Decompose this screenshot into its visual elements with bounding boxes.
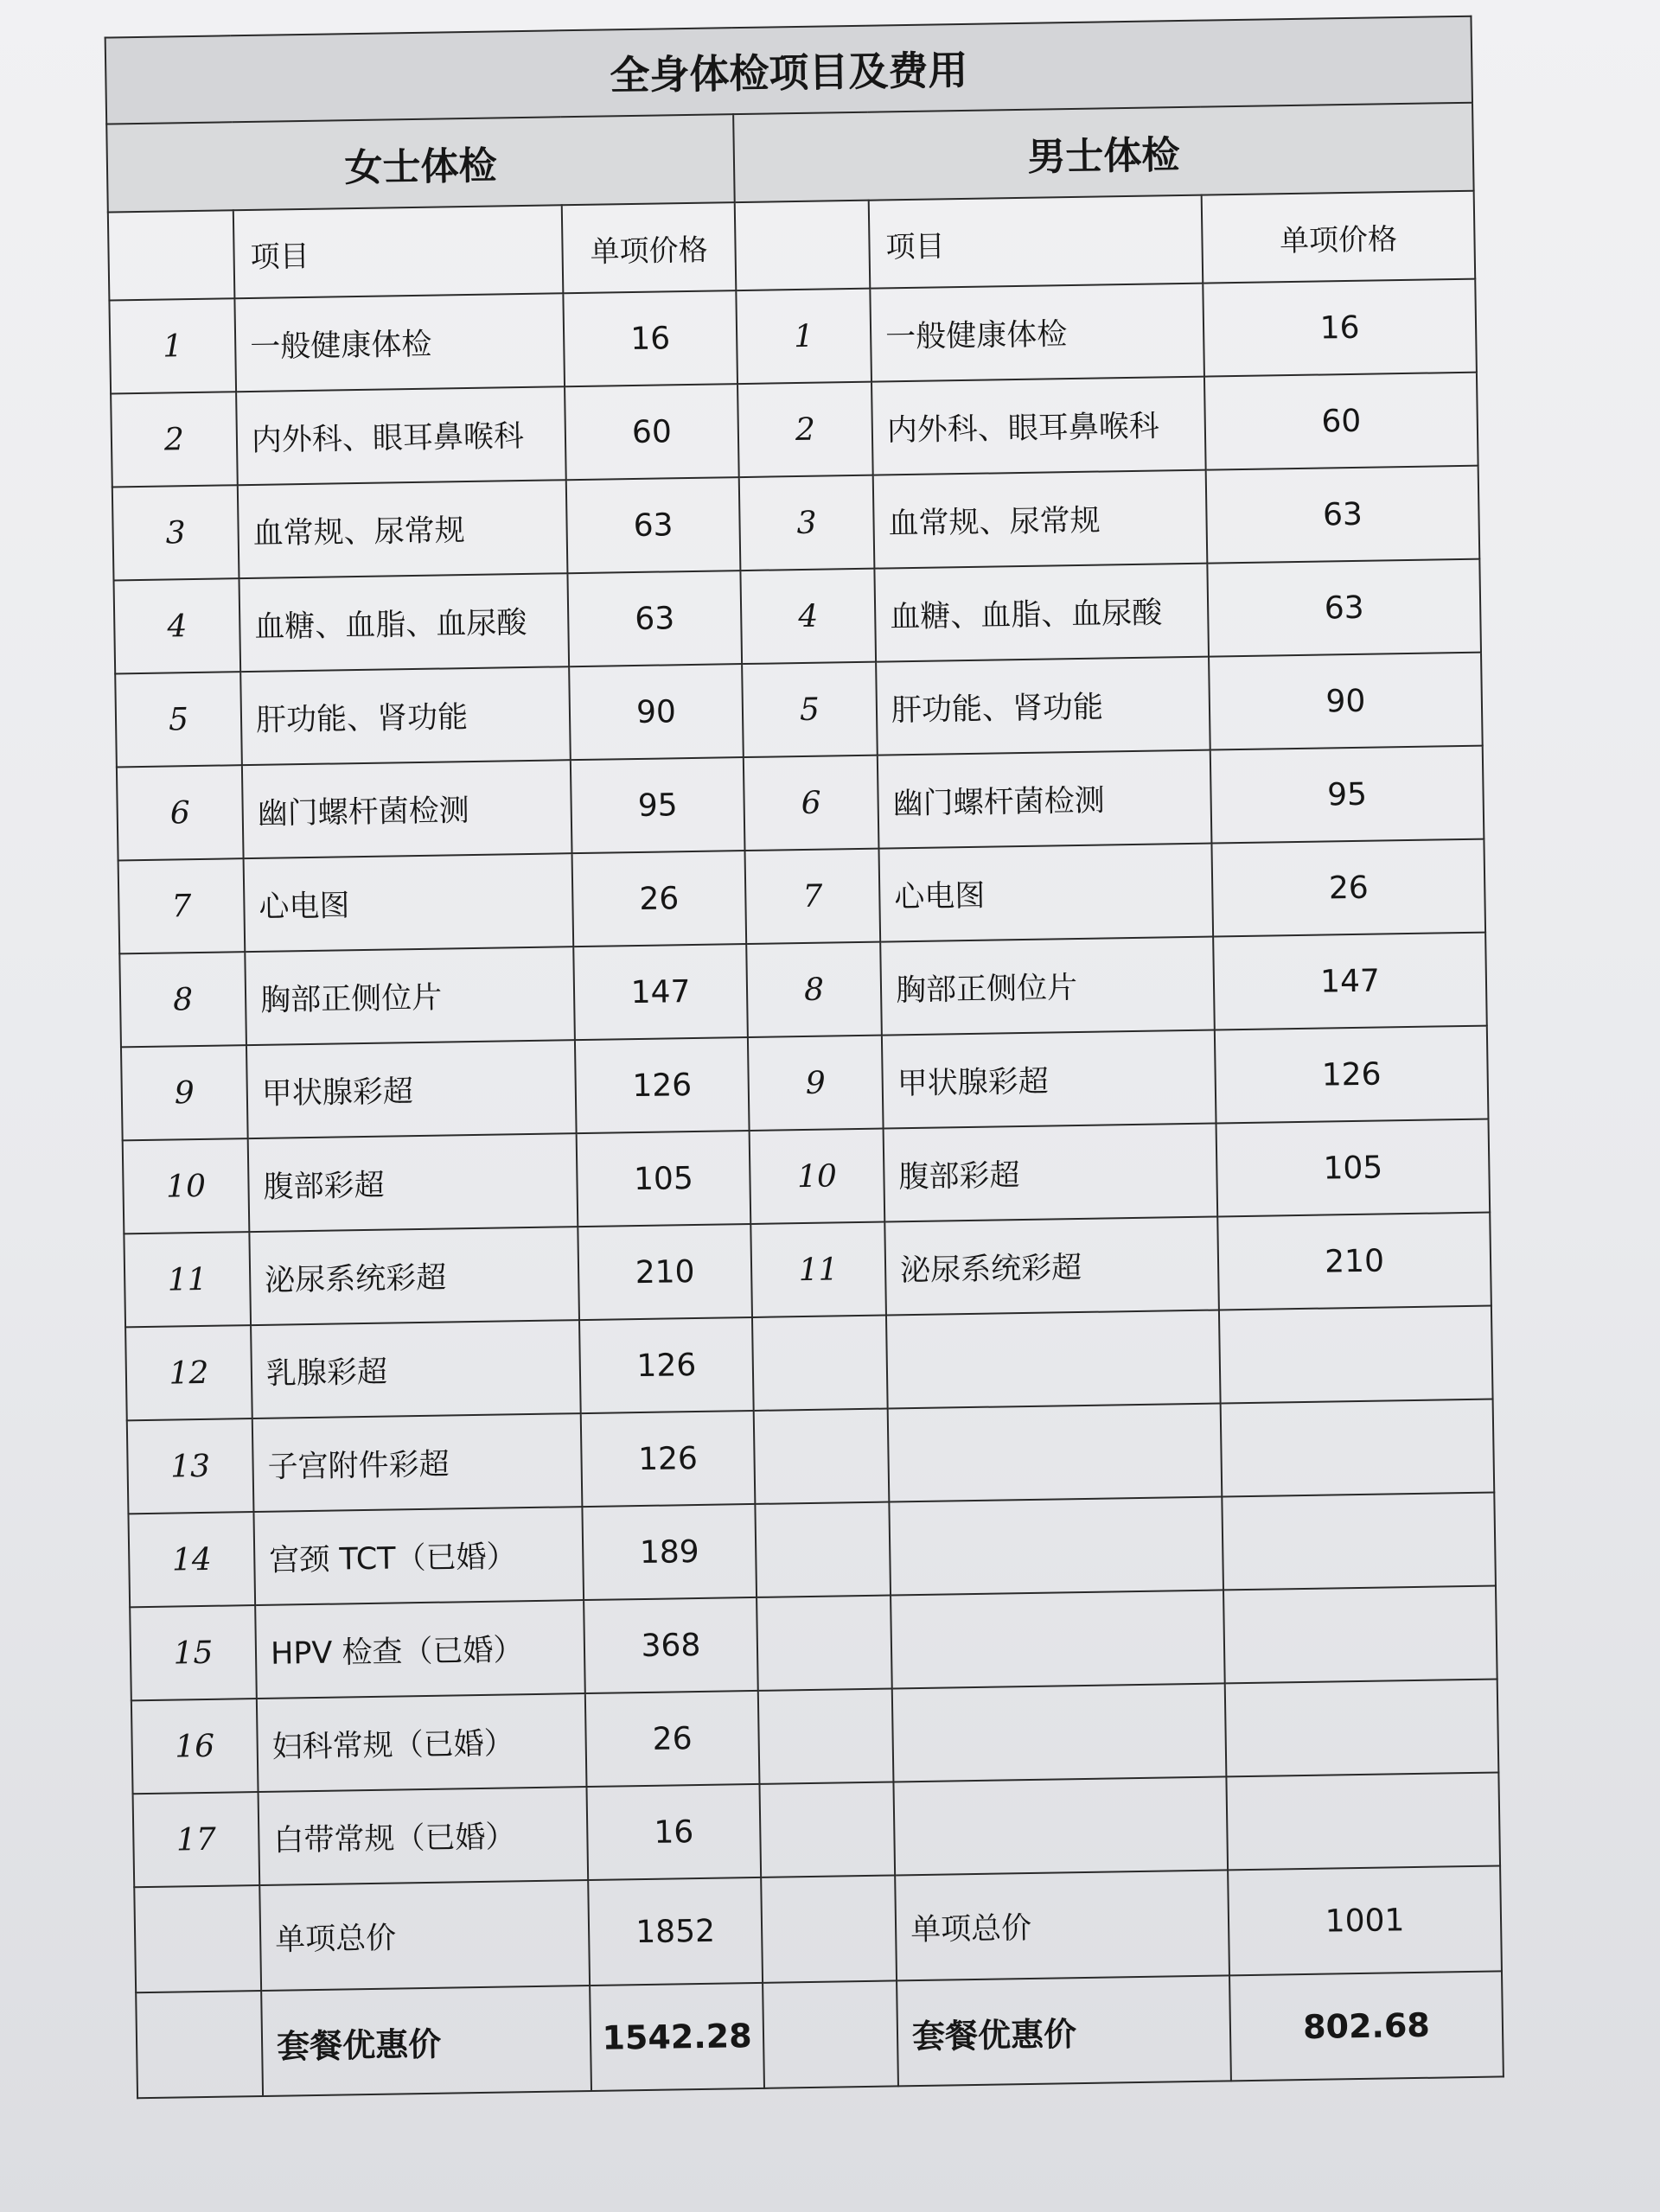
- men-row-number: [755, 1502, 891, 1597]
- women-row-price: 105: [577, 1131, 751, 1227]
- men-row-number: 2: [737, 382, 873, 477]
- men-row-item: 胸部正侧位片: [880, 937, 1215, 1036]
- men-total-label: 单项总价: [895, 1870, 1229, 1980]
- price-sheet: [105, 16, 1504, 2181]
- men-row-price: 26: [1211, 839, 1485, 937]
- men-row-price: 90: [1209, 653, 1483, 750]
- men-row-number: 9: [748, 1036, 884, 1131]
- women-row-price: 210: [578, 1224, 752, 1320]
- women-row-price: 368: [584, 1597, 758, 1693]
- women-total-value: 1852: [588, 1877, 763, 1986]
- men-row-number: 3: [739, 475, 875, 571]
- men-row-number: 4: [740, 569, 876, 664]
- women-row-number: 10: [123, 1138, 250, 1233]
- women-row-price: 189: [582, 1504, 757, 1600]
- men-row-price: [1225, 1679, 1499, 1776]
- women-item-header: 项目: [233, 205, 564, 298]
- men-price-header: 单项价格: [1202, 191, 1476, 284]
- women-row-item: 宫颈 TCT（已婚）: [253, 1507, 584, 1605]
- men-row-number: [757, 1595, 892, 1690]
- men-row-item: 腹部彩超: [884, 1124, 1218, 1222]
- women-row-item: 白带常规（已婚）: [259, 1787, 589, 1885]
- men-row-price: [1221, 1399, 1495, 1497]
- women-row-number: 17: [133, 1792, 260, 1887]
- men-row-item: 甲状腺彩超: [882, 1030, 1216, 1129]
- men-row-price: 147: [1213, 933, 1487, 1030]
- men-package-price-label: 套餐优惠价: [897, 1975, 1231, 2086]
- men-row-item: 心电图: [878, 844, 1213, 942]
- women-row-number: 14: [128, 1512, 255, 1607]
- women-row-item: 腹部彩超: [248, 1133, 578, 1232]
- women-package-price-label: 套餐优惠价: [261, 1986, 591, 2096]
- women-row-price: 63: [566, 477, 741, 573]
- men-row-number: [758, 1688, 894, 1783]
- women-row-item: 子宫附件彩超: [252, 1413, 583, 1512]
- women-row-price: 126: [575, 1037, 750, 1133]
- men-total-value: 1001: [1228, 1865, 1502, 1975]
- men-row-price: 16: [1203, 279, 1477, 377]
- men-section-heading: 男士体检: [733, 103, 1474, 202]
- women-total-label: 单项总价: [259, 1880, 590, 1991]
- women-row-item: 内外科、眼耳鼻喉科: [236, 386, 566, 485]
- men-row-number: 5: [742, 662, 878, 757]
- women-total-spacer: [134, 1885, 261, 1992]
- men-row-number: [752, 1316, 888, 1411]
- men-row-item: 幽门螺杆菌检测: [878, 750, 1212, 849]
- men-package-price-value: 802.68: [1229, 1971, 1504, 2081]
- men-item-header: 项目: [869, 195, 1204, 289]
- women-row-item: 妇科常规（已婚）: [257, 1693, 587, 1792]
- women-row-price: 60: [565, 384, 739, 480]
- men-row-price: 95: [1210, 746, 1484, 844]
- men-row-price: [1222, 1493, 1496, 1590]
- women-row-price: 26: [585, 1691, 760, 1787]
- women-row-item: 甲状腺彩超: [246, 1040, 577, 1138]
- men-total-spacer: [761, 1875, 897, 1982]
- women-row-item: 泌尿系统彩超: [249, 1227, 579, 1325]
- women-row-number: 13: [127, 1418, 254, 1514]
- women-row-price: 126: [579, 1317, 754, 1413]
- men-row-price: 63: [1207, 559, 1481, 657]
- women-price-header: 单项价格: [562, 202, 737, 293]
- men-row-item: 血糖、血脂、血尿酸: [874, 564, 1209, 662]
- men-row-item: 一般健康体检: [870, 284, 1204, 382]
- men-row-item: [886, 1310, 1221, 1408]
- men-row-price: 63: [1206, 466, 1480, 564]
- women-row-price: 26: [572, 851, 747, 947]
- women-row-item: 乳腺彩超: [251, 1320, 581, 1418]
- men-row-number: [759, 1782, 895, 1877]
- women-row-number: 6: [117, 765, 244, 860]
- men-row-item: 内外科、眼耳鼻喉科: [872, 377, 1206, 475]
- men-row-item: 泌尿系统彩超: [884, 1217, 1219, 1316]
- women-row-number: 15: [130, 1605, 257, 1700]
- package-price-row: [136, 1971, 1504, 2098]
- women-row-item: HPV 检查（已婚）: [255, 1600, 585, 1699]
- women-row-price: 90: [569, 664, 744, 760]
- women-package-price-value: 1542.28: [590, 1983, 764, 2091]
- men-row-number: 6: [744, 755, 879, 851]
- men-row-item: 肝功能、肾功能: [876, 657, 1210, 755]
- men-row-price: 105: [1216, 1119, 1491, 1217]
- women-row-number: 4: [114, 578, 241, 673]
- men-row-price: 210: [1217, 1213, 1491, 1310]
- men-row-price: [1219, 1306, 1493, 1404]
- men-row-number: 1: [736, 289, 872, 384]
- women-section-heading: 女士体检: [106, 114, 735, 212]
- women-row-price: 147: [573, 944, 748, 1040]
- men-row-number: 10: [750, 1129, 885, 1224]
- women-row-number: 12: [125, 1325, 252, 1420]
- men-row-item: [891, 1590, 1225, 1688]
- women-row-item: 血糖、血脂、血尿酸: [239, 573, 569, 672]
- women-number-header: [108, 210, 235, 300]
- men-row-item: 血常规、尿常规: [873, 470, 1208, 569]
- men-row-number: 7: [744, 849, 880, 944]
- women-row-number: 5: [115, 672, 242, 767]
- men-row-number: [754, 1409, 890, 1504]
- women-row-item: 血常规、尿常规: [238, 480, 568, 578]
- men-row-item: [892, 1683, 1227, 1782]
- women-row-price: 126: [581, 1411, 756, 1507]
- women-row-number: 1: [109, 298, 236, 393]
- women-row-number: 8: [119, 952, 246, 1047]
- women-row-number: 11: [124, 1232, 251, 1327]
- men-row-price: 60: [1204, 373, 1478, 470]
- women-row-item: 一般健康体检: [234, 293, 565, 392]
- price-table: [105, 16, 1504, 2100]
- women-row-number: 9: [121, 1045, 248, 1140]
- table-title: 全身体检项目及费用: [105, 16, 1472, 124]
- women-row-price: 16: [563, 290, 737, 386]
- men-deal-spacer: [763, 1980, 898, 2088]
- women-row-number: 16: [131, 1699, 259, 1794]
- men-row-item: [889, 1496, 1223, 1595]
- men-row-item: [893, 1776, 1228, 1875]
- women-row-item: 肝功能、肾功能: [240, 666, 571, 765]
- women-row-number: 7: [118, 858, 246, 953]
- women-deal-spacer: [136, 1991, 263, 2098]
- women-row-number: 2: [111, 392, 238, 487]
- women-row-price: 16: [586, 1784, 761, 1880]
- men-row-number: 8: [746, 942, 882, 1037]
- women-row-price: 63: [567, 571, 742, 666]
- women-row-item: 胸部正侧位片: [245, 947, 575, 1045]
- men-row-price: [1226, 1772, 1500, 1870]
- women-row-number: 3: [112, 485, 239, 580]
- men-row-item: [888, 1403, 1223, 1501]
- women-row-item: 幽门螺杆菌检测: [242, 760, 572, 858]
- men-row-price: [1223, 1586, 1497, 1684]
- women-row-price: 95: [571, 757, 745, 853]
- men-row-price: 126: [1215, 1026, 1489, 1124]
- men-row-number: 11: [750, 1222, 886, 1317]
- women-row-item: 心电图: [244, 853, 574, 952]
- men-number-header: [735, 201, 871, 290]
